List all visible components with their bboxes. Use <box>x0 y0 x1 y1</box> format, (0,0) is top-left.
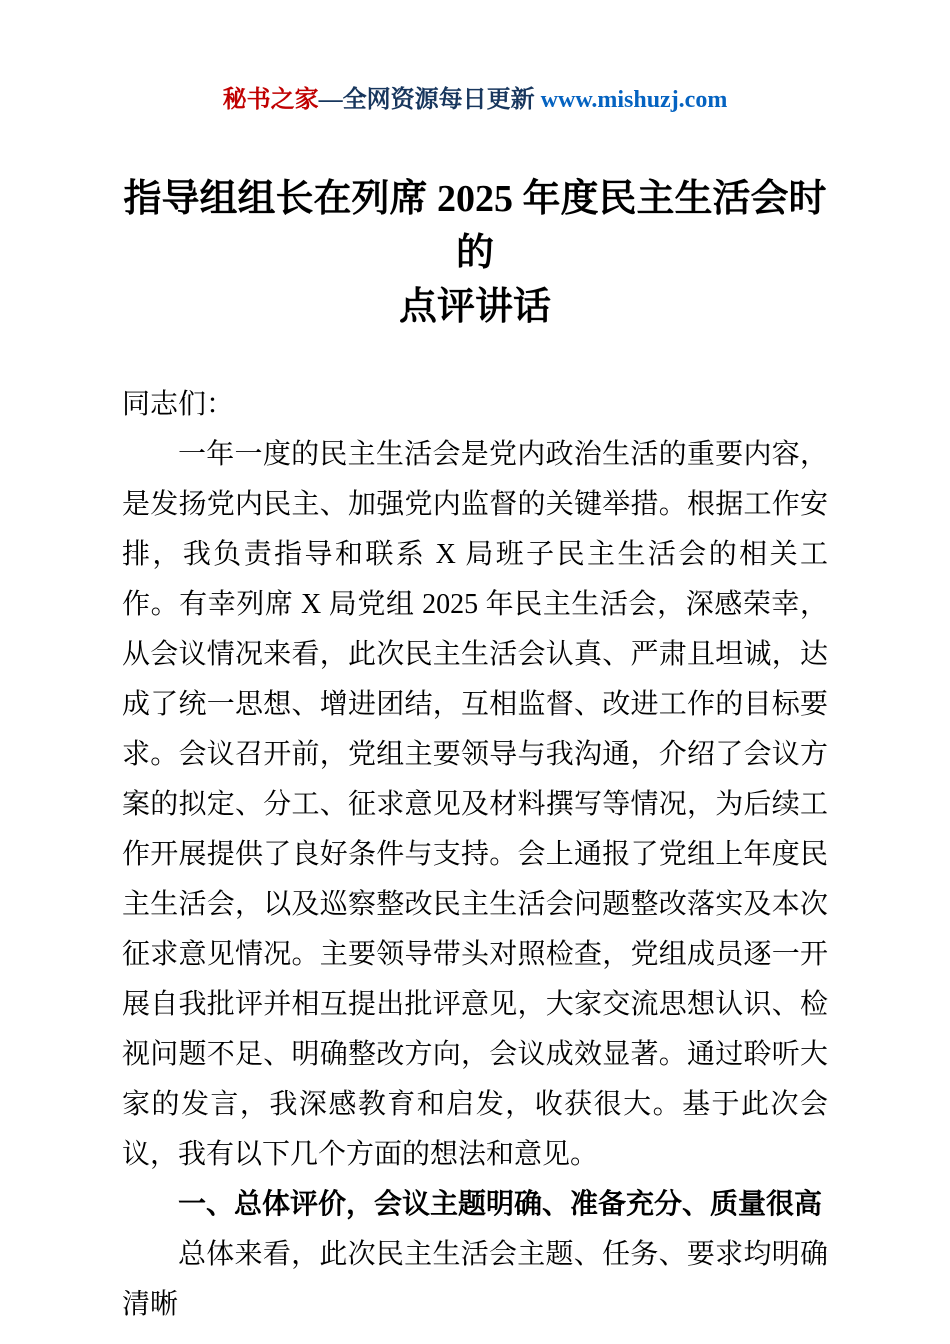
salutation: 同志们： <box>122 389 235 420</box>
site-tagline: —全网资源每日更新 <box>318 87 541 113</box>
document-title-line-1: 指导组组长在列席 2025 年度民主生活会时的 <box>123 178 827 274</box>
document-title-line-2: 点评讲话 <box>398 286 551 328</box>
body-paragraph-1: 一年一度的民主生活会是党内政治生活的重要内容，是发扬党内民主、加强党内监督的关键举措。根据工作安排，我负责指导和联系 X 局班子民主生活会的相关工作。有幸列席 X 局党组 2025 年民主生活会，深感荣幸，从会议情况来看，此次民主生活会认真、严肃且坦诚，达成了统一思想、增进团结，互相监督、改进工作的目标要求。会议召开前，党组主要领导与我沟通，介绍了会议方案的拟定、分工、征求意见及材料撰写等情况，为后续工作开展提供了良好条件与支持。会上通报了党组上年度民主生活会，以及巡察整改民主生活会问题整改落实及本次征求意见情况。主要领导带头对照检查，党组成员逐一开展自我批评并相互提出批评意见，大家交流思想认识、检视问题不足、明确整改方向，会议成效显著。通过聆听大家的发言，我深感教育和启发，收获很大。基于此次会议，我有以下几个方面的想法和意见。 <box>122 439 828 1170</box>
site-header <box>122 84 828 116</box>
section-heading-1: 一、总体评价，会议主题明确、准备充分、质量很高 <box>178 1189 823 1220</box>
site-url-link[interactable]: www.mishuzj.com <box>540 87 728 113</box>
document-title <box>122 172 828 334</box>
body-paragraph-2: 总体来看，此次民主生活会主题、任务、要求均明确清晰 <box>122 1239 828 1320</box>
site-brand-name: 秘书之家 <box>222 87 319 113</box>
